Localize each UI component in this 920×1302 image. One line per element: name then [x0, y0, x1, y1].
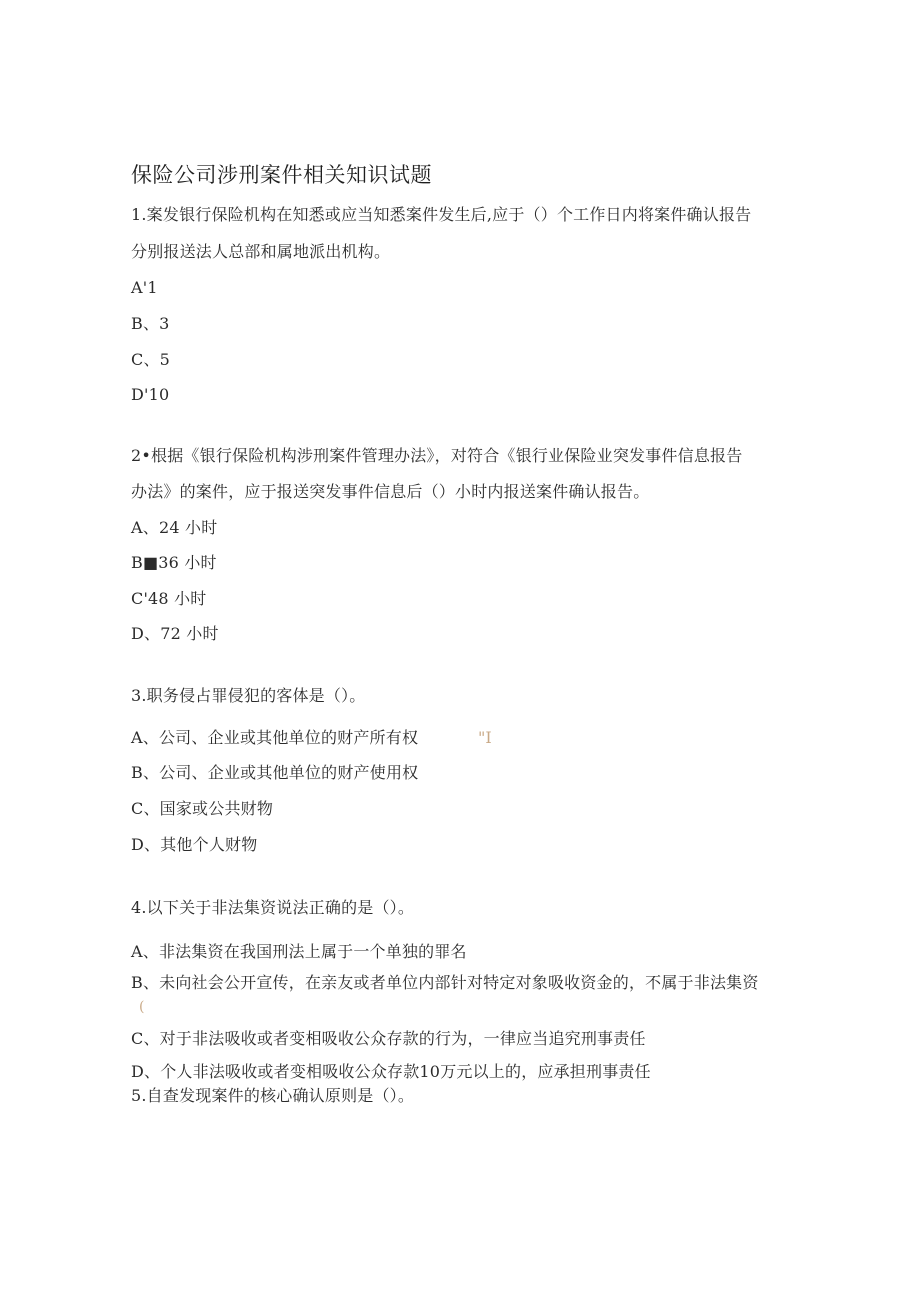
question-4-option-c: C、对于非法吸收或者变相吸收公众存款的行为，一律应当追究刑事责任: [131, 1029, 646, 1048]
page-title: 保险公司涉刑案件相关知识试题: [131, 163, 432, 187]
question-1-option-a: A'1: [131, 278, 158, 297]
question-1-stem-line-1: 1.案发银行保险机构在知悉或应当知悉案件发生后,应于（）个工作日内将案件确认报告: [131, 205, 752, 224]
question-1-option-d: D'10: [131, 385, 170, 404]
question-2-option-c: C'48 小时: [131, 589, 207, 608]
question-2-stem-line-1: 2•根据《银行保险机构涉刑案件管理办法》，对符合《银行业保险业突发事件信息报告: [131, 446, 743, 465]
question-2-option-b: B■36 小时: [131, 553, 217, 572]
question-3-option-c: C、国家或公共财物: [131, 799, 274, 818]
question-2-option-d: D、72 小时: [131, 624, 219, 643]
question-3-option-b: B、公司、企业或其他单位的财产使用权: [131, 763, 419, 782]
question-5-stem: 5.自查发现案件的核心确认原则是（）。: [131, 1086, 415, 1105]
question-3-option-d: D、其他个人财物: [131, 835, 258, 854]
question-3-option-a: A、公司、企业或其他单位的财产所有权: [131, 728, 419, 747]
question-4-option-d: D、个人非法吸收或者变相吸收公众存款10万元以上的，应承担刑事责任: [131, 1062, 651, 1081]
question-4-option-a: A、非法集资在我国刑法上属于一个单独的罪名: [131, 942, 467, 961]
question-1-option-c: C、5: [131, 350, 171, 369]
question-2-option-a: A、24 小时: [131, 518, 218, 537]
question-4-stem: 4.以下关于非法集资说法正确的是（）。: [131, 898, 415, 917]
question-4-option-b: B、未向社会公开宣传，在亲友或者单位内部针对特定对象吸收资金的，不属于非法集资: [131, 973, 759, 992]
question-1-option-b: B、3: [131, 314, 170, 333]
question-2-stem-line-2: 办法》的案件，应于报送突发事件信息后（）小时内报送案件确认报告。: [131, 482, 650, 501]
stray-mark: (: [139, 999, 145, 1015]
stray-mark: "I: [478, 728, 492, 747]
question-1-stem-line-2: 分别报送法人总部和属地派出机构。: [131, 242, 391, 261]
question-3-stem: 3.职务侵占罪侵犯的客体是（）。: [131, 686, 366, 705]
